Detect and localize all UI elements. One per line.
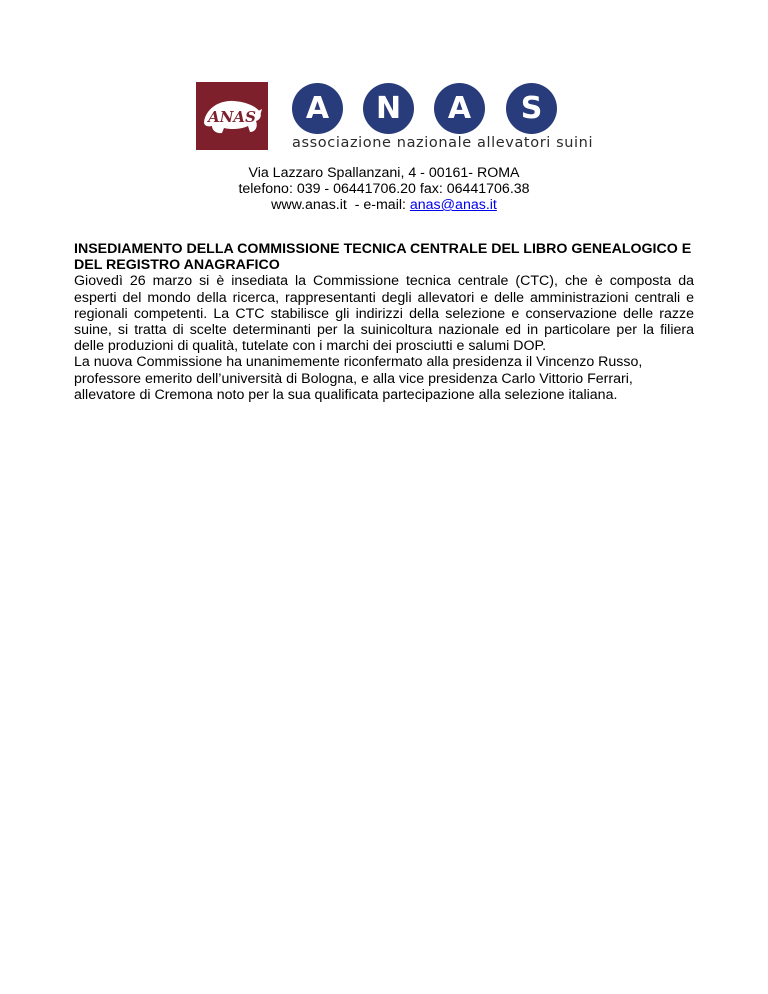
address-block xyxy=(0,165,768,213)
logo-letter-a2: A xyxy=(434,83,485,134)
article-paragraph-1: Giovedì 26 marzo si è insediata la Commissione tecnica centrale (CTC), che è composta da esperti del mondo della ricerca, rappresentanti degli allevatori e delle amministrazioni centrali e regionali competenti. La CTC stabilisce gli indirizzi della selezione e conservazione delle razze suine, si tratta di scelte determinanti per la suinicoltura nazionale ed in particolare per la filiera delle produzioni di qualità, tutelate con i marchi dei prosciutti e salumi DOP. xyxy=(74,273,694,355)
logo-letter-n: N xyxy=(363,83,414,134)
address-phone: telefono: 039 - 06441706.20 fax: 06441706.38 xyxy=(238,181,530,197)
article-title: INSEDIAMENTO DELLA COMMISSIONE TECNICA CENTRALE DEL LIBRO GENEALOGICO E DEL REGISTRO ANAGRAFICO xyxy=(74,241,692,274)
logo-tagline: associazione nazionale allevatori suini xyxy=(292,135,594,151)
anas-logo xyxy=(196,82,594,152)
emblem-lettering: ANAS xyxy=(208,108,256,126)
anas-emblem-icon xyxy=(196,82,268,150)
address-web-line xyxy=(0,197,768,213)
logo-letter-a1: A xyxy=(292,83,343,134)
article-paragraph-2: La nuova Commissione ha unanimemente riconfermato alla presidenza il Vincenzo Russo, professore emerito dell’università di Bologna, e alla vice presidenza Carlo Vittorio Ferrari, allevatore di Cremona noto per la sua qualificata partecipazione alla selezione italiana. xyxy=(74,354,643,403)
address-street: Via Lazzaro Spallanzani, 4 - 00161- ROMA xyxy=(248,165,520,181)
article xyxy=(74,241,694,403)
logo-letter-s: S xyxy=(506,83,557,134)
address-web: www.anas.it - e-mail: xyxy=(271,197,410,213)
email-link[interactable]: anas@anas.it xyxy=(409,197,497,213)
